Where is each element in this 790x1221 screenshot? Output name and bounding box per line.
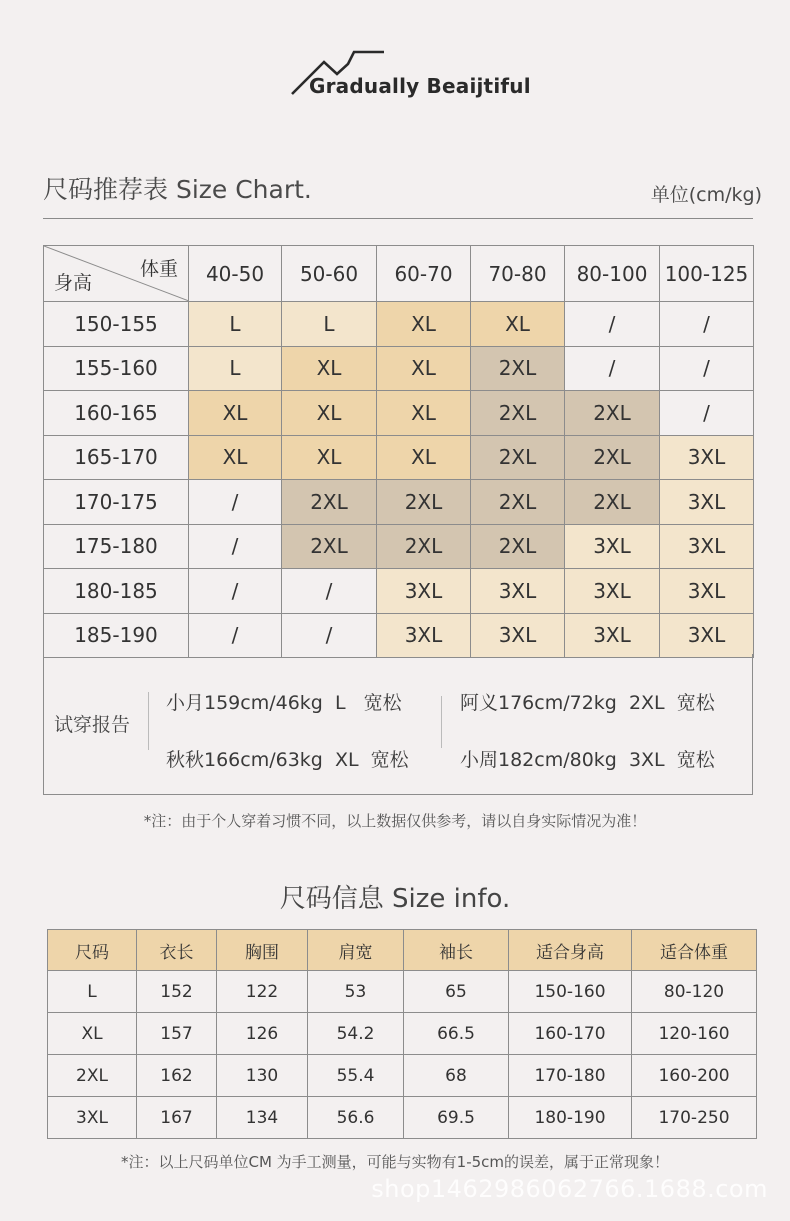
size-info-cell: 65 (404, 971, 509, 1013)
size-cell: XL (282, 391, 377, 436)
fit-report-item: 小月159cm/46kg L 宽松 (166, 692, 402, 714)
height-range-cell: 155-160 (44, 346, 189, 391)
size-info-header: 尺码 (48, 930, 137, 971)
size-row (44, 613, 754, 658)
size-cell: / (565, 302, 660, 347)
size-cell: / (660, 391, 754, 436)
size-info-cell: 120-160 (632, 1013, 757, 1055)
size-recommendation-table (43, 245, 754, 658)
size-cell: L (189, 302, 282, 347)
size-cell: XL (377, 391, 471, 436)
size-cell: 2XL (282, 480, 377, 525)
size-cell: 2XL (471, 524, 565, 569)
height-range-cell: 160-165 (44, 391, 189, 436)
size-info-row (48, 1013, 757, 1055)
size-cell: XL (377, 302, 471, 347)
size-cell: / (189, 569, 282, 614)
corner-cell (44, 246, 189, 302)
weight-range-header: 40-50 (189, 246, 282, 302)
size-info-cell: 122 (217, 971, 308, 1013)
size-info-cell: 69.5 (404, 1097, 509, 1139)
size-info-header: 胸围 (217, 930, 308, 971)
size-info-cell: 130 (217, 1055, 308, 1097)
height-range-cell: 175-180 (44, 524, 189, 569)
size-cell: 3XL (377, 569, 471, 614)
size-row (44, 480, 754, 525)
brand-name: Gradually Beaijtiful (309, 74, 531, 98)
size-cell: 2XL (377, 480, 471, 525)
size-row (44, 391, 754, 436)
size-cell: / (189, 613, 282, 658)
size-info-cell: 180-190 (509, 1097, 632, 1139)
height-range-cell: 185-190 (44, 613, 189, 658)
size-info-cell: 167 (137, 1097, 217, 1139)
size-cell: L (282, 302, 377, 347)
size-info-row (48, 1097, 757, 1139)
size-cell: XL (471, 302, 565, 347)
size-info-row (48, 971, 757, 1013)
size-info-cell: XL (48, 1013, 137, 1055)
size-cell: / (282, 613, 377, 658)
size-info-cell: 152 (137, 971, 217, 1013)
size-info-cell: 160-200 (632, 1055, 757, 1097)
size-cell: XL (377, 435, 471, 480)
size-cell: 3XL (660, 435, 754, 480)
reference-note: *注：由于个人穿着习惯不同，以上数据仅供参考，请以自身实际情况为准！ (143, 812, 647, 830)
fit-report-item: 小周182cm/80kg 3XL 宽松 (460, 749, 715, 771)
size-info-row (48, 1055, 757, 1097)
size-info-cell: 162 (137, 1055, 217, 1097)
report-divider (148, 692, 149, 750)
size-info-cell: 68 (404, 1055, 509, 1097)
size-cell: 2XL (565, 435, 660, 480)
size-chart-title: 尺码推荐表 Size Chart. (43, 175, 312, 204)
size-cell: 3XL (660, 524, 754, 569)
size-info-cell: 170-250 (632, 1097, 757, 1139)
size-info-cell: 53 (308, 971, 404, 1013)
size-info-header: 袖长 (404, 930, 509, 971)
size-cell: 3XL (565, 569, 660, 614)
size-row (44, 346, 754, 391)
weight-header-row (44, 246, 754, 302)
unit-label: 单位(cm/kg) (650, 184, 762, 206)
report-divider (441, 696, 442, 748)
height-range-cell: 180-185 (44, 569, 189, 614)
size-info-cell: 170-180 (509, 1055, 632, 1097)
size-row (44, 302, 754, 347)
size-info-cell: 80-120 (632, 971, 757, 1013)
weight-range-header: 50-60 (282, 246, 377, 302)
size-cell: / (660, 302, 754, 347)
size-cell: 3XL (565, 613, 660, 658)
height-range-cell: 170-175 (44, 480, 189, 525)
size-cell: 2XL (471, 435, 565, 480)
size-info-cell: 56.6 (308, 1097, 404, 1139)
size-cell: 3XL (660, 613, 754, 658)
shop-watermark: shop1462986062766.1688.com (371, 1175, 768, 1203)
size-cell: 2XL (471, 480, 565, 525)
size-cell: XL (282, 435, 377, 480)
size-info-header-row (48, 930, 757, 971)
fit-report-item: 阿义176cm/72kg 2XL 宽松 (460, 692, 715, 714)
size-info-cell: 3XL (48, 1097, 137, 1139)
fit-report-item: 秋秋166cm/63kg XL 宽松 (166, 749, 409, 771)
weight-range-header: 100-125 (660, 246, 754, 302)
weight-range-header: 60-70 (377, 246, 471, 302)
size-info-cell: 157 (137, 1013, 217, 1055)
size-cell: 3XL (377, 613, 471, 658)
height-axis-label: 身高 (54, 272, 93, 294)
size-info-cell: L (48, 971, 137, 1013)
size-cell: 3XL (565, 524, 660, 569)
size-info-cell: 150-160 (509, 971, 632, 1013)
size-cell: 2XL (282, 524, 377, 569)
measurement-note: *注：以上尺码单位CM 为手工测量，可能与实物有1-5cm的误差，属于正常现象！ (120, 1153, 670, 1171)
height-range-cell: 150-155 (44, 302, 189, 347)
size-cell: 3XL (660, 569, 754, 614)
size-cell: / (565, 346, 660, 391)
size-cell: XL (377, 346, 471, 391)
size-row (44, 569, 754, 614)
size-info-header: 适合体重 (632, 930, 757, 971)
size-cell: 2XL (565, 480, 660, 525)
size-info-cell: 2XL (48, 1055, 137, 1097)
size-cell: / (189, 480, 282, 525)
size-info-cell: 55.4 (308, 1055, 404, 1097)
height-range-cell: 165-170 (44, 435, 189, 480)
fit-report-box (43, 654, 753, 795)
brand-logo (290, 44, 530, 104)
size-info-cell: 126 (217, 1013, 308, 1055)
size-info-header: 肩宽 (308, 930, 404, 971)
size-row (44, 524, 754, 569)
size-cell: 2XL (471, 346, 565, 391)
size-cell: 2XL (377, 524, 471, 569)
size-cell: / (660, 346, 754, 391)
size-cell: XL (282, 346, 377, 391)
size-cell: 3XL (471, 613, 565, 658)
size-info-cell: 134 (217, 1097, 308, 1139)
size-info-title: 尺码信息 Size info. (279, 884, 511, 914)
size-info-cell: 160-170 (509, 1013, 632, 1055)
fit-report-label: 试穿报告 (54, 714, 131, 736)
size-cell: 3XL (471, 569, 565, 614)
weight-axis-label: 体重 (139, 258, 178, 280)
size-cell: XL (189, 435, 282, 480)
size-info-header: 适合身高 (509, 930, 632, 971)
size-cell: 2XL (565, 391, 660, 436)
size-cell: / (189, 524, 282, 569)
size-row (44, 435, 754, 480)
size-cell: 2XL (471, 391, 565, 436)
size-info-cell: 54.2 (308, 1013, 404, 1055)
size-cell: / (282, 569, 377, 614)
size-info-cell: 66.5 (404, 1013, 509, 1055)
size-cell: L (189, 346, 282, 391)
size-cell: 3XL (660, 480, 754, 525)
size-info-table (47, 929, 757, 1139)
title-divider (43, 218, 753, 219)
weight-range-header: 70-80 (471, 246, 565, 302)
weight-range-header: 80-100 (565, 246, 660, 302)
size-cell: XL (189, 391, 282, 436)
size-info-header: 衣长 (137, 930, 217, 971)
